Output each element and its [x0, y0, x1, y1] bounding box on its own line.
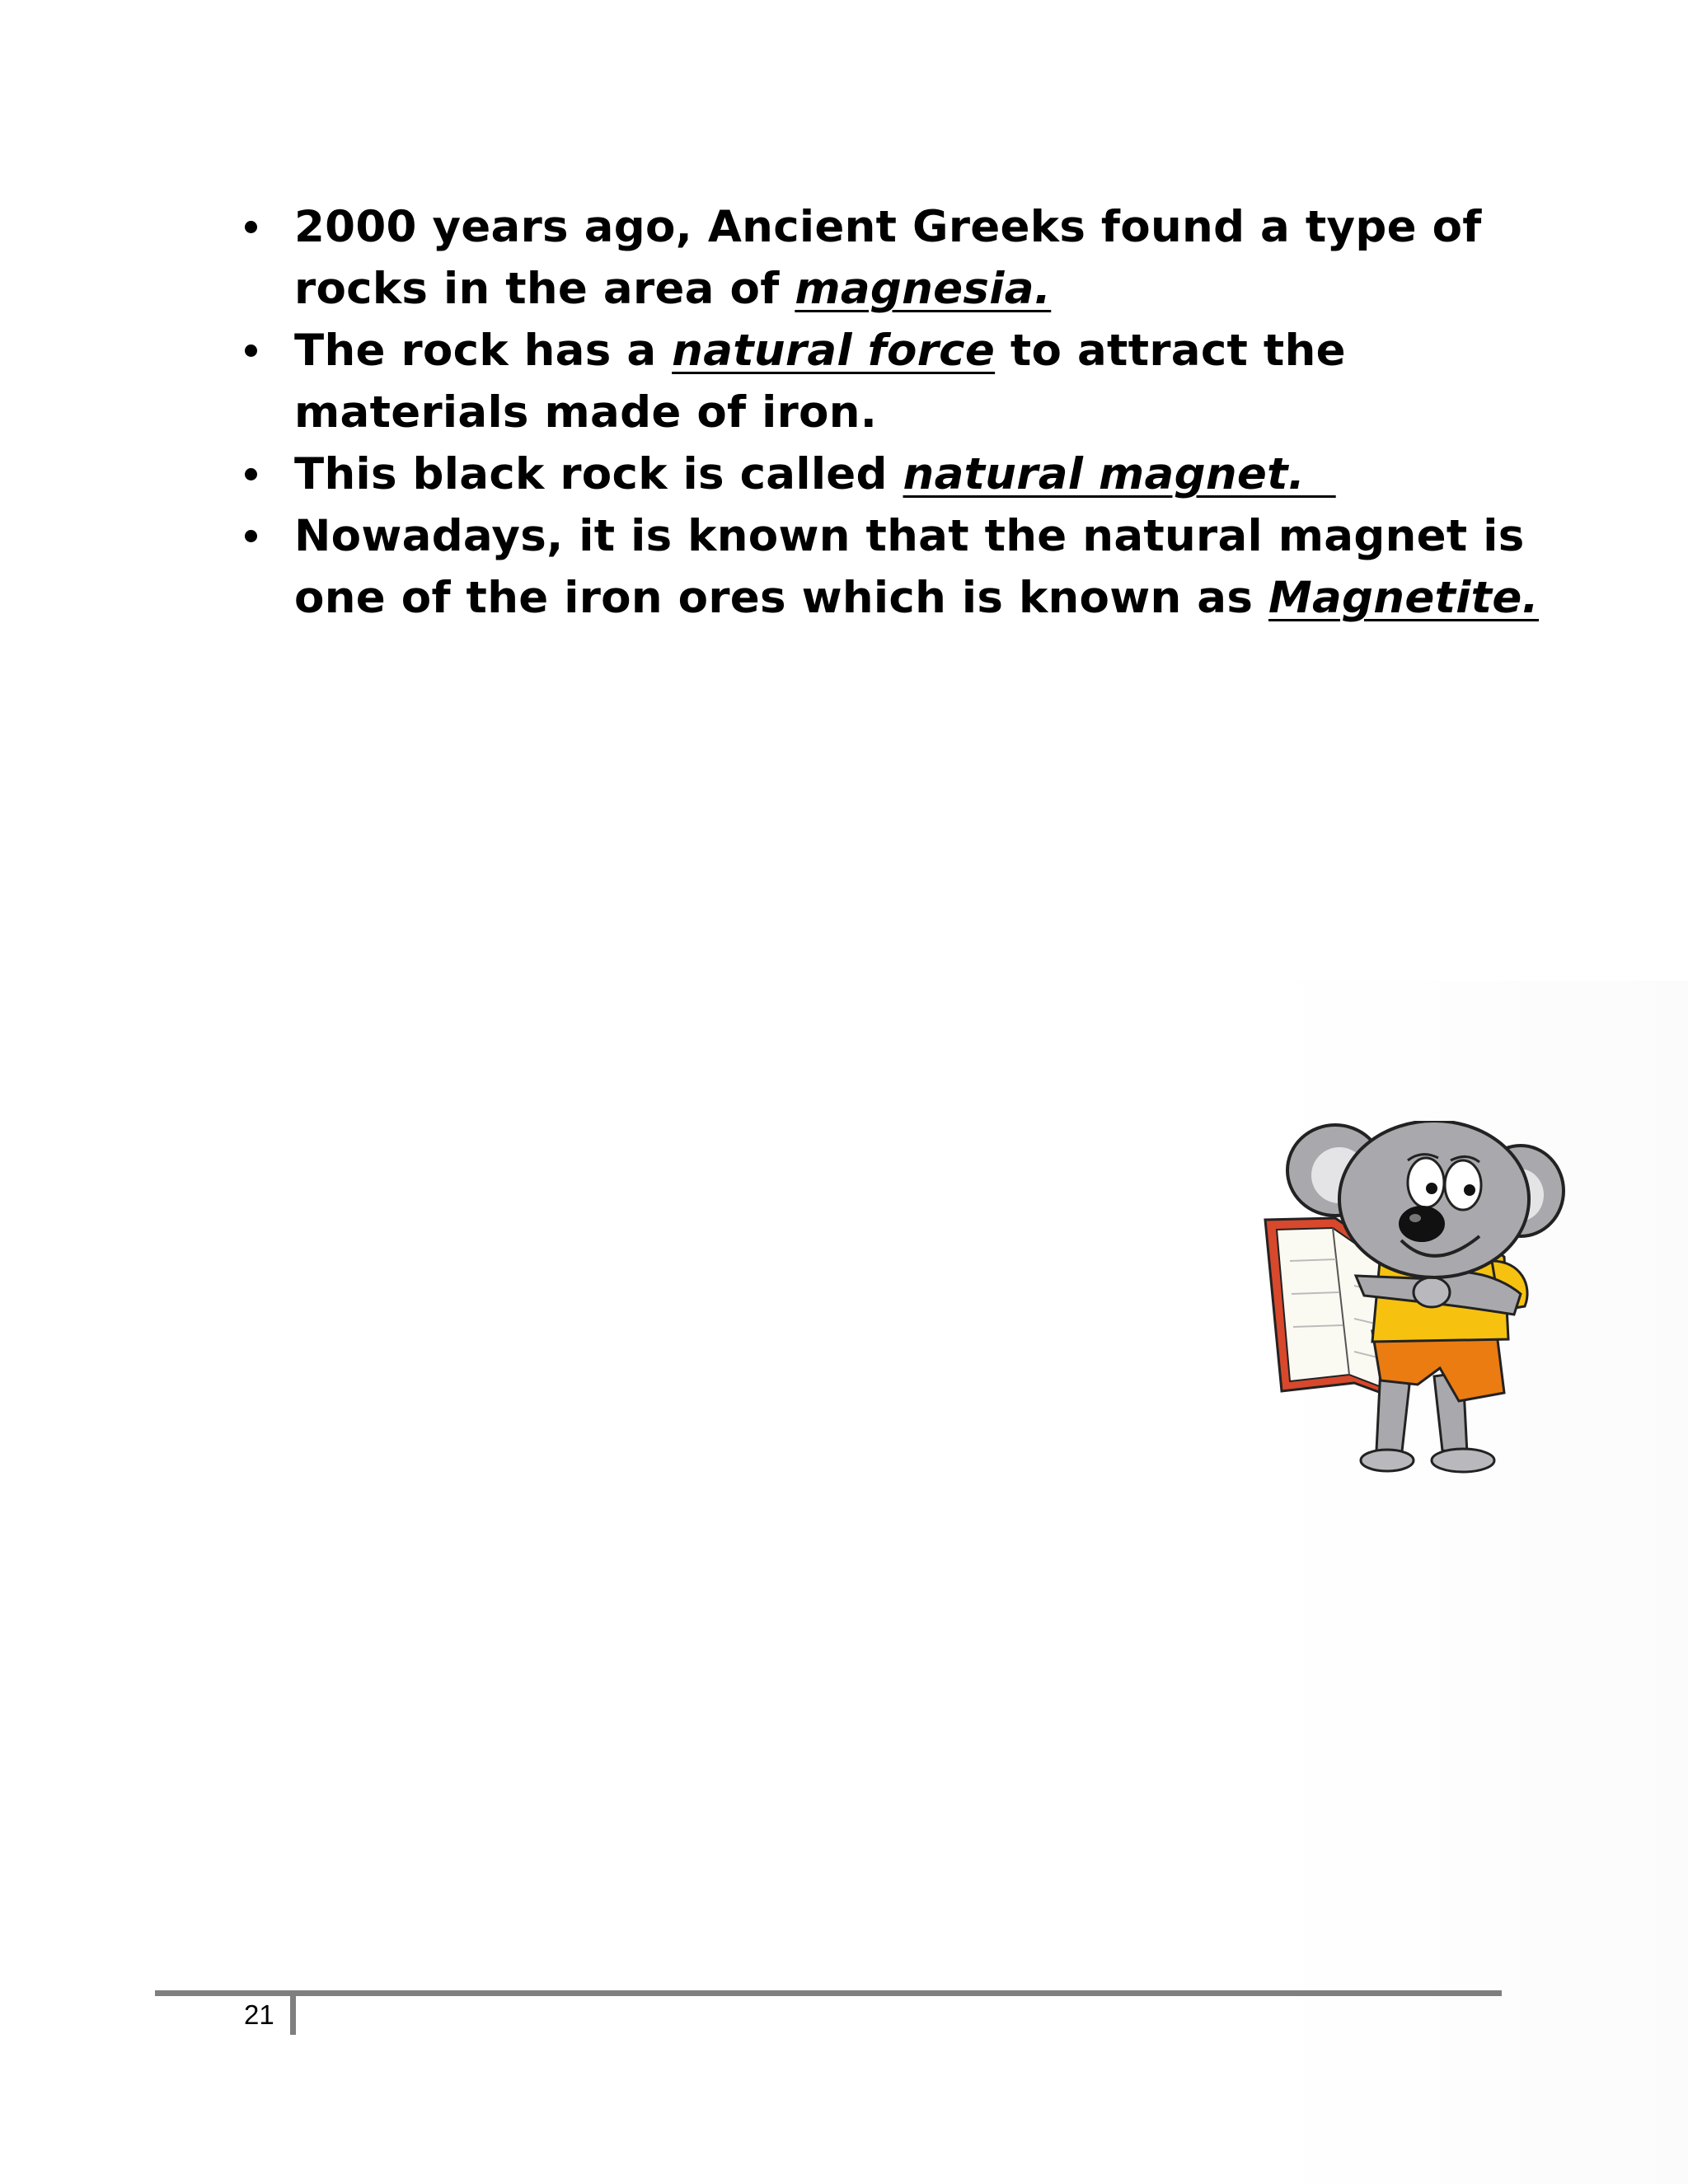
- bullet-dot-icon: [245, 221, 257, 233]
- bullet-item-natural-force: [232, 320, 1568, 443]
- bullet-item-natural-magnet: [232, 443, 1568, 505]
- key-term-natural-magnet: natural magnet.: [903, 449, 1336, 499]
- bullet-text: 2000 years ago, Ancient Greeks found a type of rocks in the area of: [294, 202, 1482, 314]
- bullet-item-magnesia: [232, 196, 1568, 320]
- bullet-list: [232, 196, 1568, 629]
- page-number: 21: [244, 1999, 274, 2030]
- bullet-text: This black rock is called: [294, 449, 903, 499]
- footer-divider: [290, 1996, 296, 2035]
- key-term-natural-force: natural force: [672, 326, 996, 376]
- bullet-text: to attract the materials made of iron.: [294, 326, 1346, 438]
- koala-reading-book-icon: [1257, 1121, 1570, 1483]
- bullet-dot-icon: [245, 344, 257, 357]
- bullet-text: Nowadays, it is known that the natural magnet is one of the iron ores which is known as: [294, 511, 1525, 623]
- footer-rule: [155, 1990, 1502, 1996]
- bullet-item-magnetite: [232, 505, 1568, 629]
- bullet-dot-icon: [245, 530, 257, 542]
- key-term-magnetite: Magnetite.: [1268, 573, 1539, 623]
- bullet-dot-icon: [245, 468, 257, 480]
- bullet-text: The rock has a: [294, 326, 673, 376]
- key-term-magnesia: magnesia.: [795, 264, 1052, 314]
